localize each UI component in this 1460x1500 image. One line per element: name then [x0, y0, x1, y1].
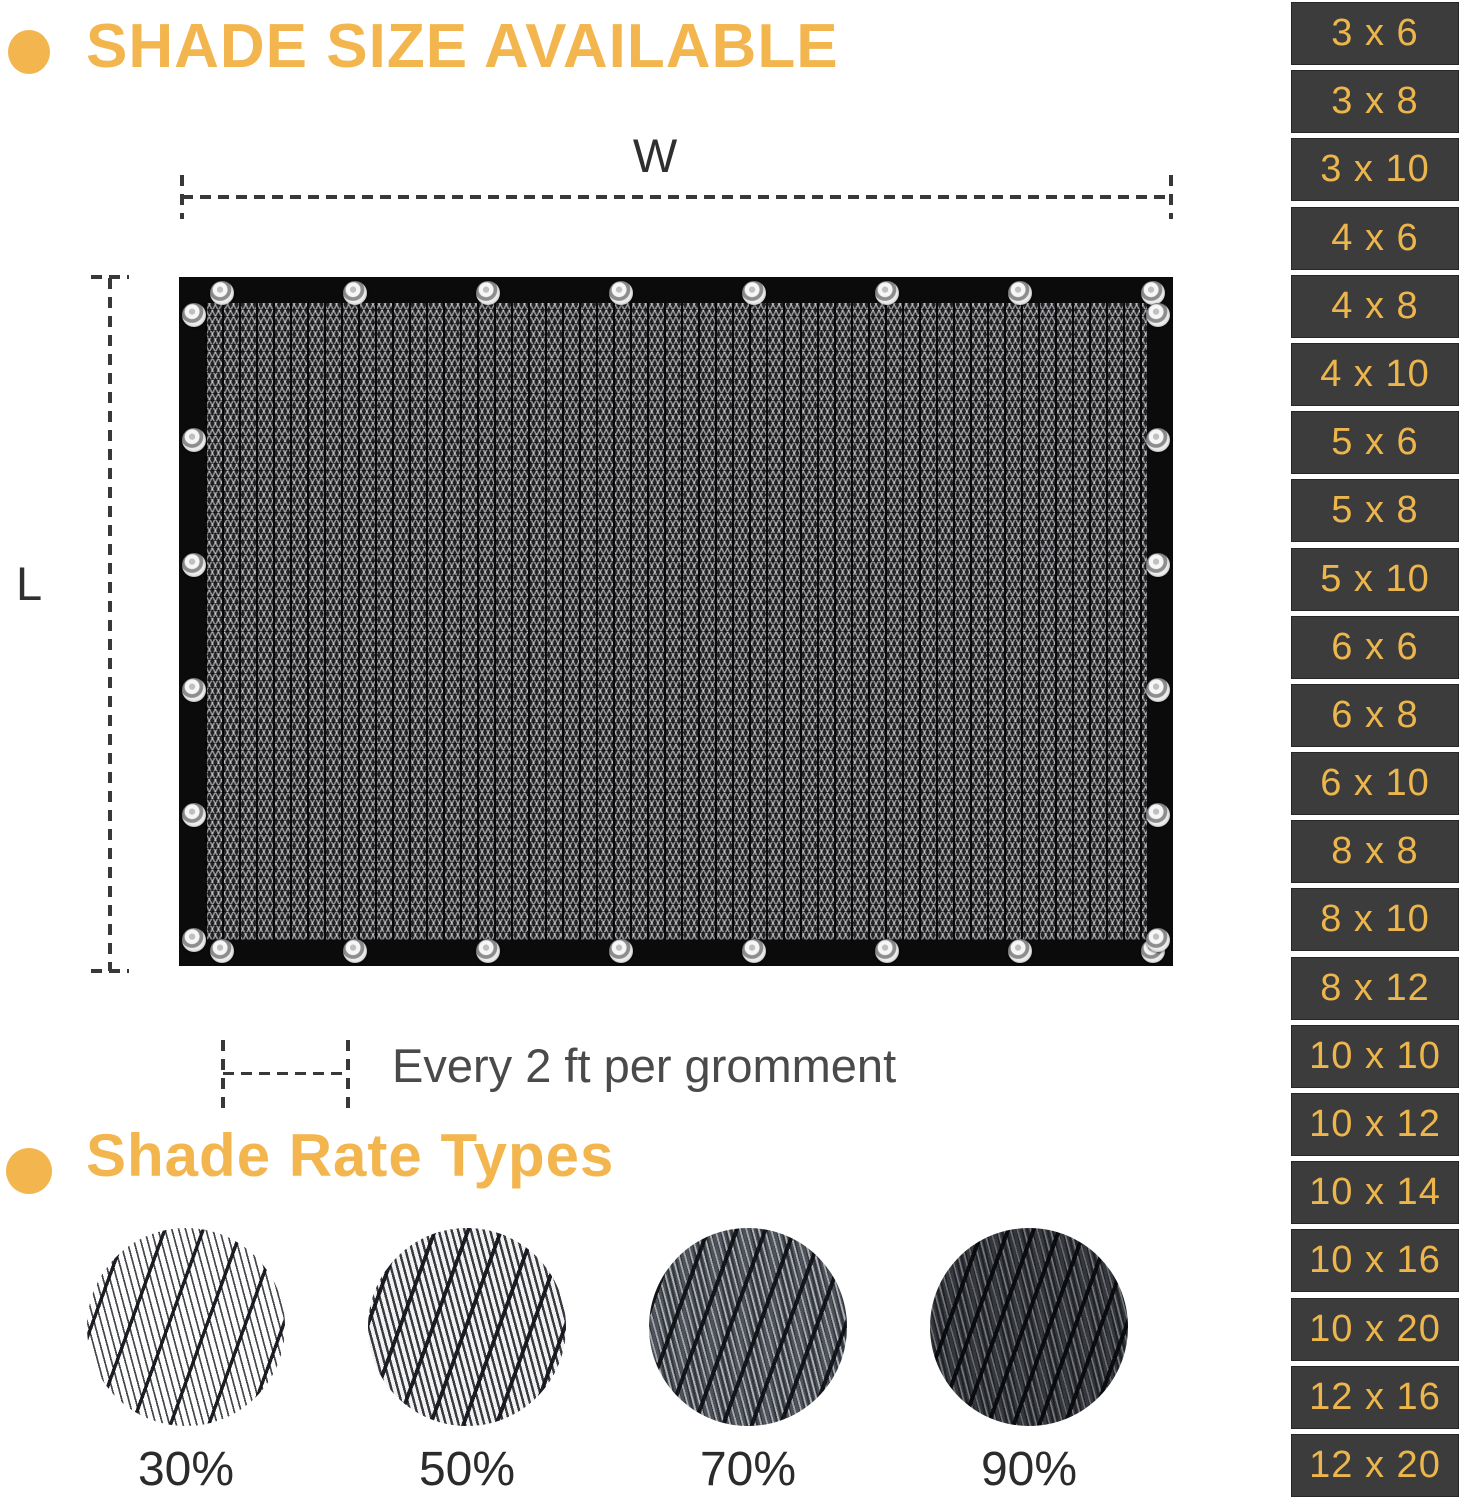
grommet	[182, 678, 206, 702]
grommet	[182, 803, 206, 827]
width-dimension-line	[182, 195, 1171, 199]
size-option: 3 x 6	[1291, 2, 1459, 65]
grommet	[1008, 281, 1032, 305]
size-option: 10 x 10	[1291, 1025, 1459, 1088]
shade-rate-swatch-30	[87, 1228, 285, 1426]
grommet	[182, 928, 206, 952]
grommet	[476, 939, 500, 963]
grommet	[476, 281, 500, 305]
grommet	[182, 303, 206, 327]
size-option: 5 x 8	[1291, 479, 1459, 542]
grommet	[742, 939, 766, 963]
shade-rate-label: 30%	[137, 1443, 235, 1496]
grommet	[1146, 803, 1170, 827]
grommet	[1146, 428, 1170, 452]
size-option: 5 x 6	[1291, 411, 1459, 474]
grommet-spacing-tick-right	[346, 1040, 350, 1108]
size-option: 4 x 8	[1291, 275, 1459, 338]
size-option: 8 x 8	[1291, 820, 1459, 883]
size-option: 4 x 10	[1291, 343, 1459, 406]
grommet	[742, 281, 766, 305]
grommet	[210, 939, 234, 963]
grommet	[609, 939, 633, 963]
size-option: 5 x 10	[1291, 548, 1459, 611]
length-dimension-tick-bottom	[91, 969, 129, 973]
width-dimension-tick-right	[1169, 175, 1173, 219]
size-option: 10 x 14	[1291, 1161, 1459, 1224]
width-dimension-tick-left	[180, 175, 184, 219]
grommet	[1146, 303, 1170, 327]
size-option: 10 x 16	[1291, 1229, 1459, 1292]
size-option: 12 x 16	[1291, 1366, 1459, 1429]
size-option: 3 x 8	[1291, 70, 1459, 133]
size-option: 10 x 20	[1291, 1298, 1459, 1361]
grommet	[875, 939, 899, 963]
size-option: 6 x 6	[1291, 616, 1459, 679]
size-option: 8 x 12	[1291, 957, 1459, 1020]
grommet-spacing-line	[223, 1072, 346, 1075]
grommet	[182, 428, 206, 452]
grommet	[343, 939, 367, 963]
shade-tarp-diagram	[179, 277, 1173, 966]
shade-rate-swatch-50	[368, 1228, 566, 1426]
length-dimension-line	[108, 278, 112, 971]
size-option: 6 x 8	[1291, 684, 1459, 747]
grommet	[1146, 553, 1170, 577]
size-option: 12 x 20	[1291, 1434, 1459, 1497]
shade-rate-swatch-70	[649, 1228, 847, 1426]
shade-mesh-texture	[205, 303, 1147, 940]
grommet	[210, 281, 234, 305]
grommet	[1141, 281, 1165, 305]
section-bullet-icon	[6, 1148, 52, 1194]
grommet	[609, 281, 633, 305]
size-option: 4 x 6	[1291, 207, 1459, 270]
size-option: 10 x 12	[1291, 1093, 1459, 1156]
length-dimension-tick-top	[91, 275, 129, 279]
grommet	[182, 553, 206, 577]
section-bullet-icon	[8, 30, 50, 74]
width-dimension-label: W	[632, 129, 678, 182]
shade-rate-label: 70%	[699, 1443, 797, 1496]
grommet-note-text: Every 2 ft per gromment	[392, 1039, 897, 1092]
grommet	[1146, 928, 1170, 952]
grommet	[343, 281, 367, 305]
grommet	[875, 281, 899, 305]
grommet	[1146, 678, 1170, 702]
shade-rate-swatch-90	[930, 1228, 1128, 1426]
size-list	[1291, 2, 1459, 1497]
shade-rate-label: 50%	[418, 1443, 516, 1496]
size-option: 3 x 10	[1291, 138, 1459, 201]
length-dimension-label: L	[16, 557, 43, 610]
shade-size-available-title: SHADE SIZE AVAILABLE	[86, 12, 839, 81]
size-option: 6 x 10	[1291, 752, 1459, 815]
shade-rate-types-title: Shade Rate Types	[86, 1122, 615, 1189]
grommet	[1008, 939, 1032, 963]
size-option: 8 x 10	[1291, 888, 1459, 951]
shade-rate-label: 90%	[980, 1443, 1078, 1496]
